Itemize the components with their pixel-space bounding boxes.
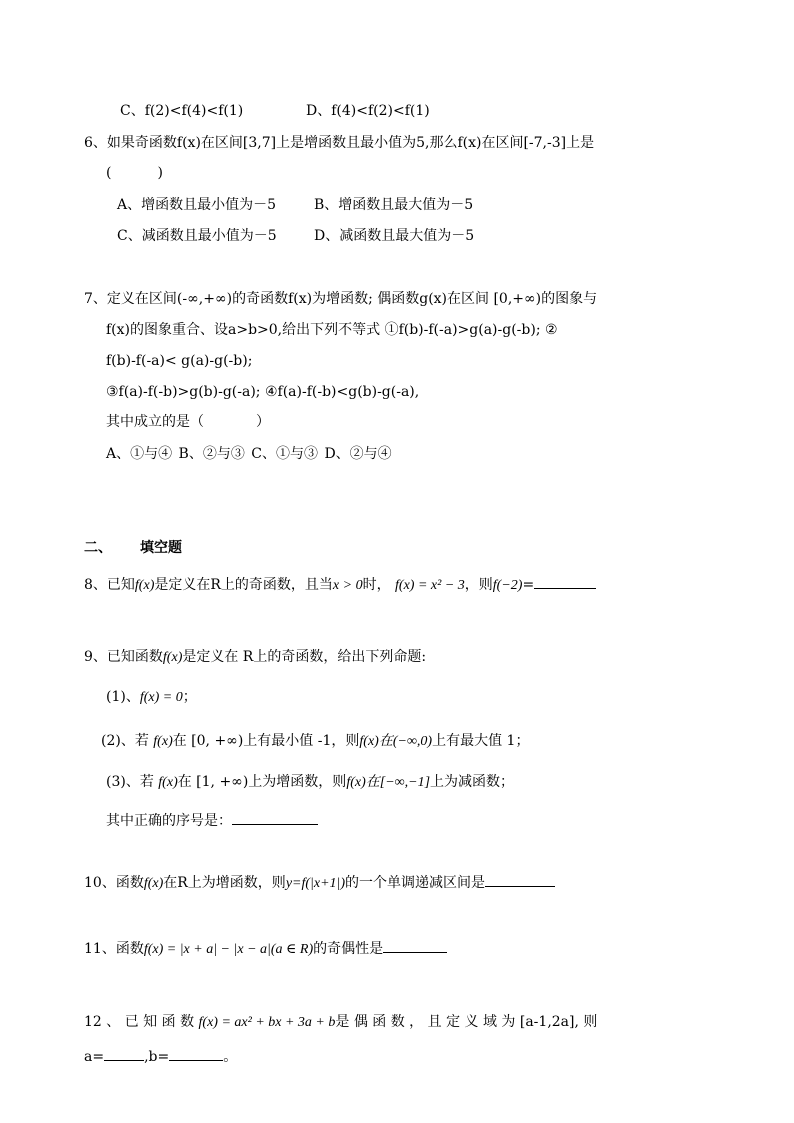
q10: 10、函数f(x)在R上为增函数，则y=f(|x+1|)的一个单调递减区间是 <box>84 872 555 894</box>
section-number: 二、 <box>84 540 112 556</box>
q7-line-4: ③f(a)-f(-b)>g(b)-g(-a); ④f(a)-f(-b)<g(b)-g(-a), <box>106 384 420 400</box>
q9-item-3: (3)、若 f(x)在 [1, +∞)上为增函数，则f(x)在[−∞,−1]上为减函数； <box>106 774 515 790</box>
q6-option-a: A、增函数且最小值为－5 <box>117 197 277 213</box>
q9-answer-blank[interactable] <box>232 810 318 825</box>
q7-options: A、①与④ B、②与③ C、①与③ D、②与④ <box>106 446 392 462</box>
section-title: 填空题 <box>140 540 182 556</box>
q9-answer: 其中正确的序号是： <box>106 810 318 831</box>
q5-option-d: D、f(4)<f(2)<f(1) <box>306 103 430 119</box>
q7-line-3: f(b)-f(-a)< g(a)-g(-b); <box>106 353 253 369</box>
q10-answer-blank[interactable] <box>485 872 555 887</box>
q11-answer-blank[interactable] <box>383 938 447 953</box>
q6-stem: 6、如果奇函数f(x)在区间[3,7]上是增函数且最小值为5,那么f(x)在区间[-7,-3]上是 <box>84 135 595 151</box>
q12-line-2: a= ,b= 。 <box>84 1046 237 1067</box>
q5-option-c: C、f(2)<f(4)<f(1) <box>120 103 244 119</box>
q7-line-5: 其中成立的是（ ） <box>106 414 270 430</box>
q12-a-blank[interactable] <box>104 1046 144 1061</box>
q9-item-2: (2)、若 f(x)在 [0, +∞)上有最小值 -1，则f(x)在(−∞,0)上有最大值 1； <box>101 733 530 749</box>
q12-b-blank[interactable] <box>169 1046 223 1061</box>
q6-option-b: B、增函数且最大值为－5 <box>314 197 474 213</box>
q7-line-1: 7、定义在区间(-∞,+∞)的奇函数f(x)为增函数; 偶函数g(x)在区间 [0,+∞)的图象与 <box>84 291 598 307</box>
q8: 8、已知f(x)是定义在R上的奇函数，且当x > 0时， f(x) = x² − 3，则f(−2)= <box>84 574 596 596</box>
q9-stem: 9、已知函数f(x)是定义在 R上的奇函数，给出下列命题: <box>84 649 427 665</box>
q8-answer-blank[interactable] <box>534 574 596 589</box>
q11: 11、函数f(x) = |x + a| − |x − a|(a ∈ R)的奇偶性是 <box>84 938 447 960</box>
q6-option-d: D、减函数且最大值为－5 <box>314 228 475 244</box>
q7-line-2: f(x)的图象重合、设a>b>0,给出下列不等式 ①f(b)-f(-a)>g(a)-g(-b); ② <box>106 322 558 338</box>
q12-line-1: 12 、 已 知 函 数 f(x) = ax² + bx + 3a + b是 偶 函 数 ， 且 定 义 域 为 [a-1,2a], 则 <box>84 1014 598 1030</box>
q9-item-1: (1)、f(x) = 0； <box>106 689 197 705</box>
q6-option-c: C、减函数且最小值为－5 <box>117 228 277 244</box>
q6-answer-paren: ( ) <box>106 165 163 181</box>
